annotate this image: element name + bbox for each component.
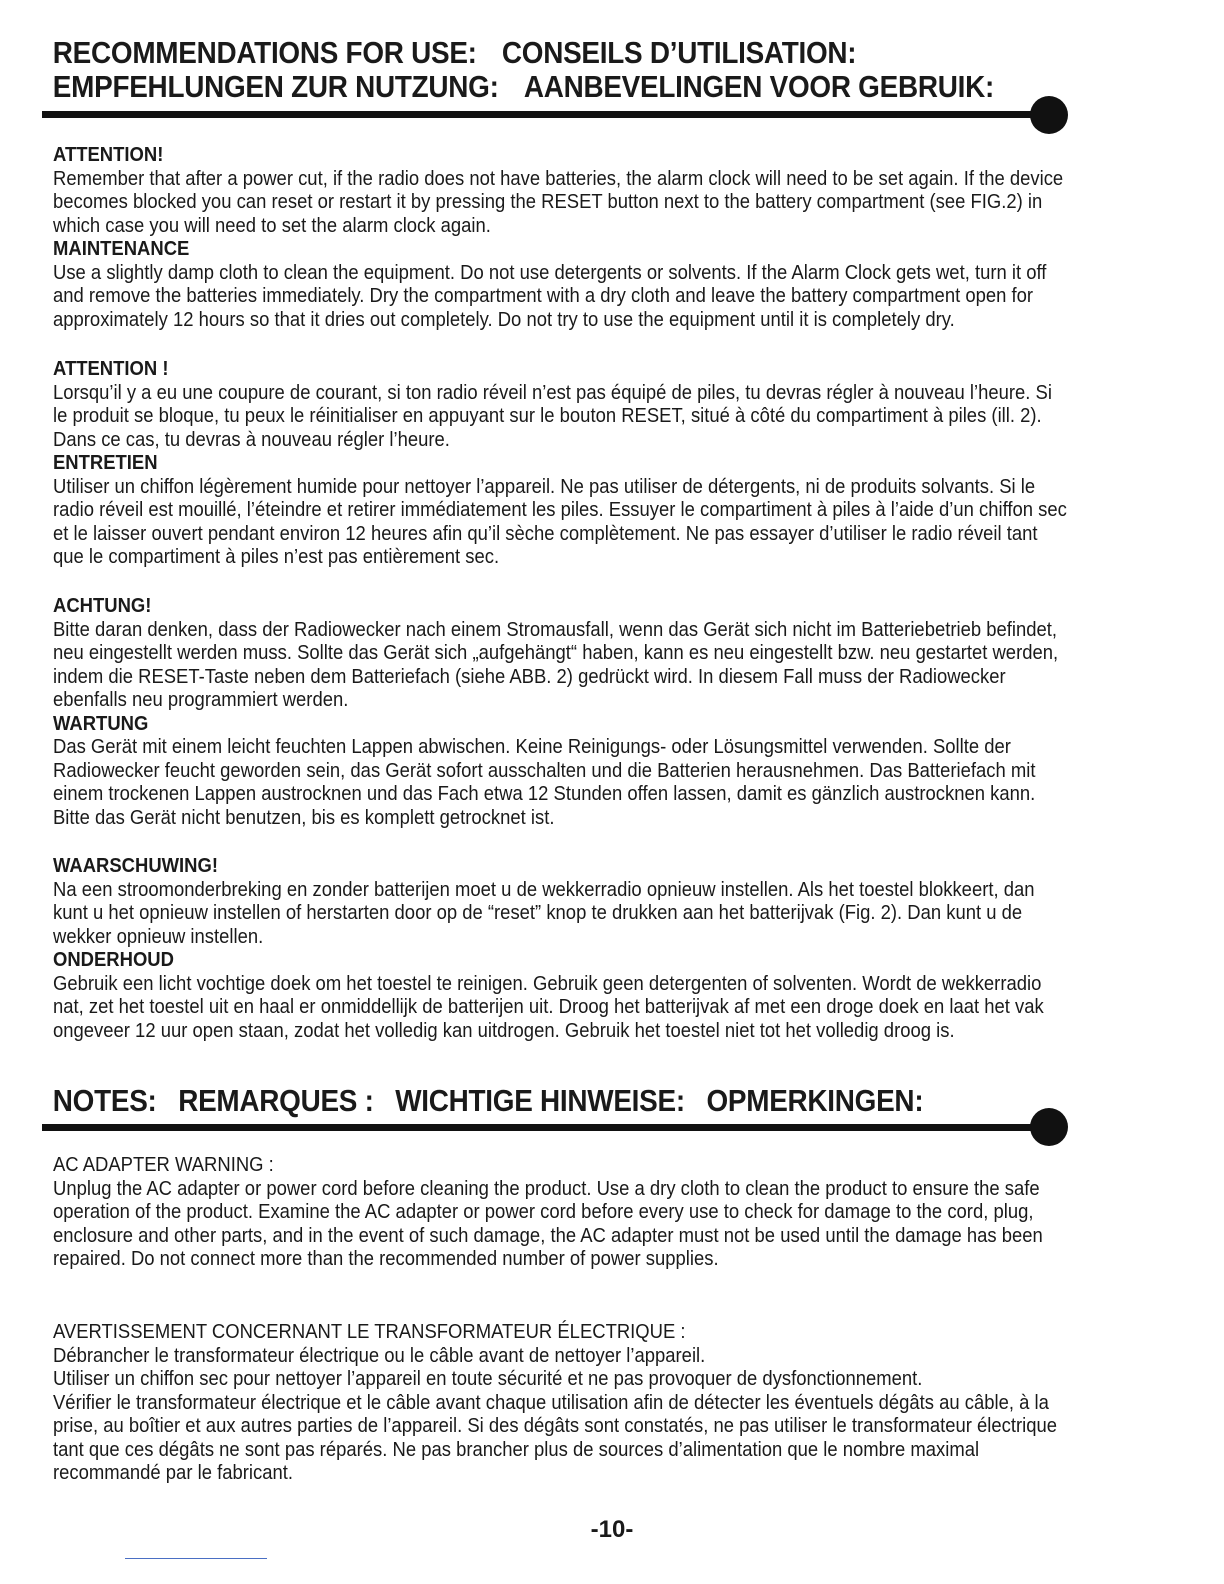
attention-body-en: Remember that after a power cut, if the radio does not have batteries, the alarm clock will need to be set again. If the device becomes blocked you can reset or restart it by pressing the RESET button next to the battery compartment (see FIG.2) in which case you will need to set the alarm clock again. (53, 166, 1064, 237)
attention-title-fr: ATTENTION ! (53, 357, 169, 380)
notes-header-line (42, 1084, 967, 1118)
header-bullet-dot (1030, 96, 1068, 134)
notes-title-fr: REMARQUES : (178, 1083, 374, 1118)
maintenance-body-nl: Gebruik een licht vochtige doek om het toestel te reinigen. Gebruik geen detergenten of solventen. Wordt de wekkerradio nat, zet het toestel uit en haal er onmiddellijk de batterijen uit. Droog het batterijvak af met een droge doek en laat het vak ongeveer 12 uur open staan, zodat het volledig kan uitdrogen. Gebruik het toestel niet tot het volledig droog is. (53, 971, 1044, 1042)
header-title-en: RECOMMENDATIONS FOR USE: (52, 35, 477, 70)
attention-body-de: Bitte daran denken, dass der Radiowecker nach einem Stromausfall, wenn das Gerät sich nicht im Batteriebetrieb befindet, neu eingestellt werden muss. Sollte das Gerät sich „aufgehängt“ haben, kann es neu eingestellt bzw. neu gestartet werden, indem die RESET-Taste neben dem Batteriefach (siehe ABB. 2) gedrückt wird. In diesem Fall muss der Radiowecker ebenfalls neu programmiert werden. (53, 617, 1059, 711)
header-title-fr: CONSEILS D’UTILISATION: (501, 35, 857, 70)
page-number: -10- (590, 1516, 634, 1543)
maintenance-body-en: Use a slightly damp cloth to clean the equipment. Do not use detergents or solvents. If the Alarm Clock gets wet, turn it off and remove the batteries immediately. Dry the compartment with a dry cloth and leave the battery compartment open for approximately 12 hours so that it dries out completely. Do not try to use the equipment until it is completely dry. (53, 260, 1047, 331)
notes-fr (53, 1320, 1070, 1485)
notes-bullet-dot (1030, 1108, 1068, 1146)
notes-title-en: NOTES: (52, 1083, 157, 1118)
notes-header (42, 1084, 1070, 1118)
transformateur-warning-title: AVERTISSEMENT CONCERNANT LE TRANSFORMATEUR ÉLECTRIQUE : (53, 1320, 686, 1343)
section-nl (53, 854, 1070, 1042)
notes-title-de: WICHTIGE HINWEISE: (395, 1083, 685, 1118)
transformateur-warning-line-2: Utiliser un chiffon sec pour nettoyer l’appareil en toute sécurité et ne pas provoquer de dysfonctionnement. (53, 1367, 923, 1390)
header-title-de: EMPFEHLUNGEN ZUR NUTZUNG: (52, 69, 499, 104)
section-de (53, 594, 1070, 829)
maintenance-title-nl: ONDERHOUD (53, 948, 174, 971)
notes-en (53, 1153, 1070, 1271)
maintenance-title-de: WARTUNG (53, 711, 149, 735)
maintenance-title-en: MAINTENANCE (53, 237, 190, 260)
attention-title-nl: WAARSCHUWING! (53, 854, 219, 877)
notes-title-nl: OPMERKINGEN: (706, 1083, 924, 1118)
ac-adapter-warning-body: Unplug the AC adapter or power cord before cleaning the product. Use a dry cloth to clean the product to ensure the safe operation of the product. Examine the AC adapter or power cord before every use to check for damage to the cord, plug, enclosure and other parts, and in the event of such damage, the AC adapter must not be used until the damage has been repaired. Do not connect more than the recommended number of power supplies. (53, 1176, 1043, 1270)
page-header (42, 36, 1070, 104)
attention-title-en: ATTENTION! (53, 143, 164, 166)
transformateur-warning-line-3: Vérifier le transformateur électrique et le câble avant chaque utilisation afin de détecter les éventuels dégâts au câble, à la prise, au boîtier et aux autres parties de l’appareil. Si des dégâts sont constatés, ne pas utiliser le transformateur électrique tant que ces dégâts ne sont pas réparés. Ne pas brancher plus de sources d’alimentation que le nombre maximal recommandé par le fabricant. (53, 1390, 1058, 1484)
section-fr (53, 357, 1070, 569)
maintenance-body-de: Das Gerät mit einem leicht feuchten Lappen abwischen. Keine Reinigungs- oder Lösungsmittel verwenden. Sollte der Radiowecker feucht geworden sein, das Gerät sofort ausschalten und die Batterien herausnehmen. Das Batteriefach mit einem trockenen Lappen austrocknen und das Fach etwa 12 Stunden offen lassen, damit es gänzlich austrocknen kann. Bitte das Gerät nicht benutzen, bis es komplett getrocknet ist. (53, 735, 1036, 829)
attention-title-de: ACHTUNG! (53, 594, 152, 617)
transformateur-warning-line-1: Débrancher le transformateur électrique ou le câble avant de nettoyer l’appareil. (53, 1343, 706, 1367)
maintenance-body-fr: Utiliser un chiffon légèrement humide pour nettoyer l’appareil. Ne pas utiliser de détergents, ni de produits solvants. Si le radio réveil est mouillé, l’éteindre et retirer immédiatement les piles. Essuyer le compartiment à piles à l’aide d’un chiffon sec et le laisser ouvert pendant environ 12 heures afin qu’il sèche complètement. Ne pas essayer d’utiliser le radio réveil tant que le compartiment à piles n’est pas entièrement sec. (53, 474, 1067, 568)
ac-adapter-warning-title: AC ADAPTER WARNING : (53, 1153, 274, 1176)
header-line-1 (42, 36, 967, 70)
attention-body-nl: Na een stroomonderbreking en zonder batterijen moet u de wekkerradio opnieuw instellen. Als het toestel blokkeert, dan kunt u het opnieuw instellen of herstarten door op de “reset” knop te drukken aan het batterijvak (Fig. 2). Dan kunt u de wekker opnieuw instellen. (53, 877, 1035, 948)
footer-underline (125, 1558, 267, 1559)
attention-body-fr: Lorsqu’il y a eu une coupure de courant, si ton radio réveil n’est pas équipé de piles, tu devras régler à nouveau l’heure. Si le produit se bloque, tu peux le réinitialiser en appuyant sur le bouton RESET, situé à côté du compartiment à piles (ill. 2). Dans ce cas, tu devras à nouveau régler l’heure. (53, 380, 1052, 451)
notes-divider (42, 1124, 1042, 1131)
header-title-nl: AANBEVELINGEN VOOR GEBRUIK: (523, 69, 994, 104)
header-line-2 (42, 69, 994, 104)
maintenance-title-fr: ENTRETIEN (53, 451, 158, 474)
header-divider (42, 111, 1042, 118)
section-en (53, 143, 1070, 331)
